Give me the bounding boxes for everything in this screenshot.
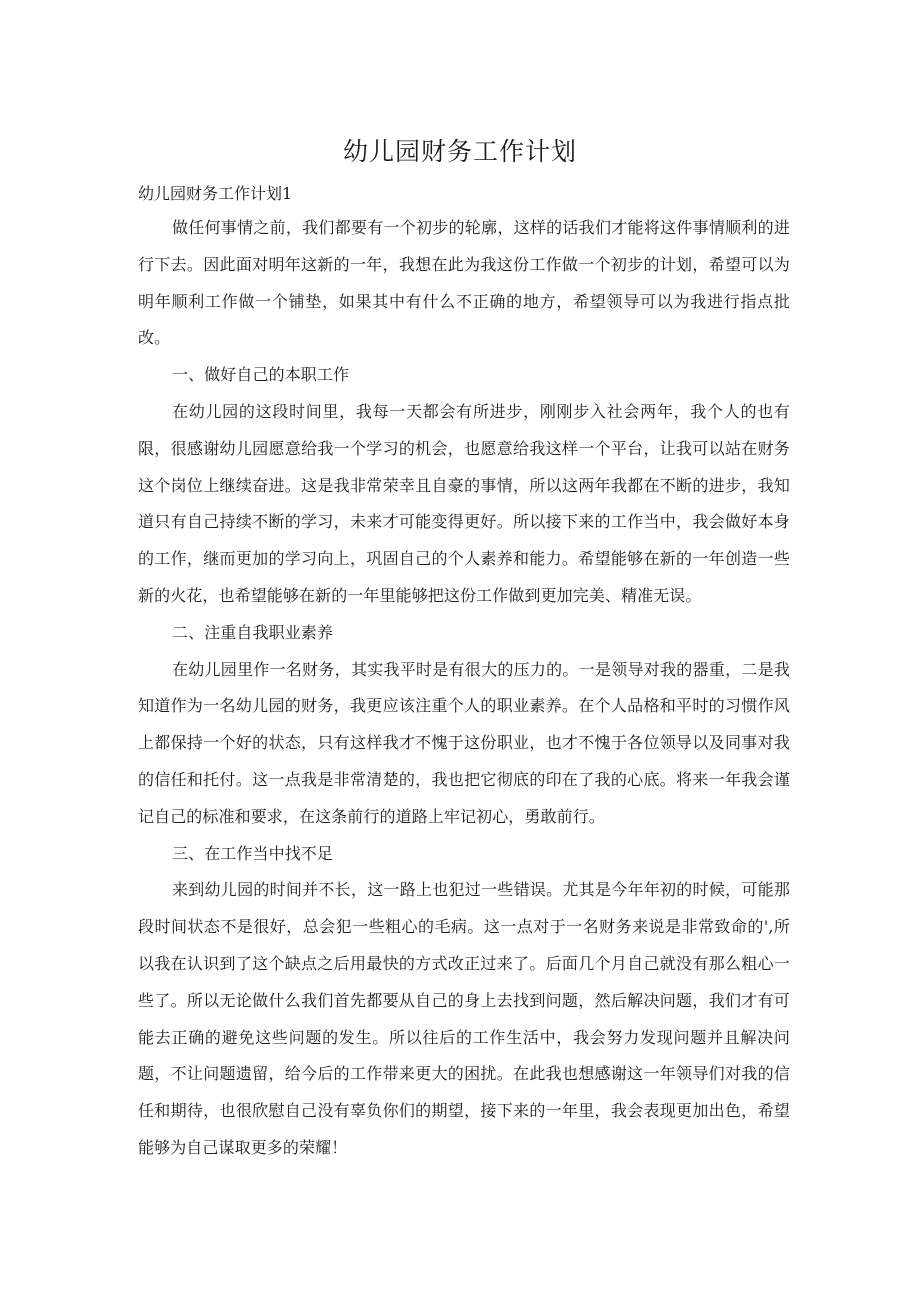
document-title: 幼儿园财务工作计划 — [342, 137, 577, 166]
section-heading-3: 三、在工作当中找不足 — [172, 843, 334, 863]
section-heading-1: 一、做好自己的本职工作 — [172, 365, 350, 385]
document-body — [138, 210, 790, 1167]
paragraph-section-2: 在幼儿园里作一名财务，其实我平时是有很大的压力的。一是领导对我的器重，二是我知道作为一名幼儿园的财务，我更应该注重个人的职业素养。在个人品格和平时的习惯作风上都保持一个好的状态，只有这样我才不愧于这份职业，也才不愧于各位领导以及同事对我的信任和托付。这一点我是非常清楚的，我也把它彻底的印在了我的心底。将来一年我会谨记自己的标准和要求，在这条前行的道路上牢记初心，勇敢前行。 — [138, 659, 790, 826]
paragraph-intro: 做任何事情之前，我们都要有一个初步的轮廓，这样的话我们才能将这件事情顺利的进行下去。因此面对明年这新的一年，我想在此为我这份工作做一个初步的计划，希望可以为明年顺利工作做一个铺垫，如果其中有什么不正确的地方，希望领导可以为我进行指点批改。 — [138, 218, 790, 348]
paragraph-section-1: 在幼儿园的这段时间里，我每一天都会有所进步，刚刚步入社会两年，我个人的也有限，很感谢幼儿园愿意给我一个学习的机会，也愿意给我这样一个平台，让我可以站在财务这个岗位上继续奋进。这是我非常荣幸且自豪的事情，所以这两年我都在不断的进步，我知道只有自己持续不断的学习，未来才可能变得更好。所以接下来的工作当中，我会做好本身的工作，继而更加的学习向上，巩固自己的个人素养和能力。希望能够在新的一年创造一些新的火花，也希望能够在新的一年里能够把这份工作做到更加完美、精准无误。 — [138, 401, 790, 605]
section-heading-2: 二、注重自我职业素养 — [172, 622, 334, 642]
paragraph-section-3: 来到幼儿园的时间并不长，这一路上也犯过一些错误。尤其是今年年初的时候，可能那段时间状态不是很好，总会犯一些粗心的毛病。这一点对于一名财务来说是非常致命的',所以我在认识到了这个缺点之后用最快的方式改正过来了。后面几个月自己就没有那么粗心一些了。所以无论做什么我们首先都要从自己的身上去找到问题，然后解决问题，我们才有可能去正确的避免这些问题的发生。所以往后的工作生活中，我会努力发现问题并且解决问题，不让问题遗留，给今后的工作带来更大的困扰。在此我也想感谢这一年领导们对我的信任和期待，也很欣慰自己没有辜负你们的期望，接下来的一年里，我会表现更加出色，希望能够为自己谋取更多的荣耀！ — [138, 880, 790, 1157]
document-subtitle: 幼儿园财务工作计划1 — [138, 184, 293, 203]
document-page — [138, 0, 798, 1301]
